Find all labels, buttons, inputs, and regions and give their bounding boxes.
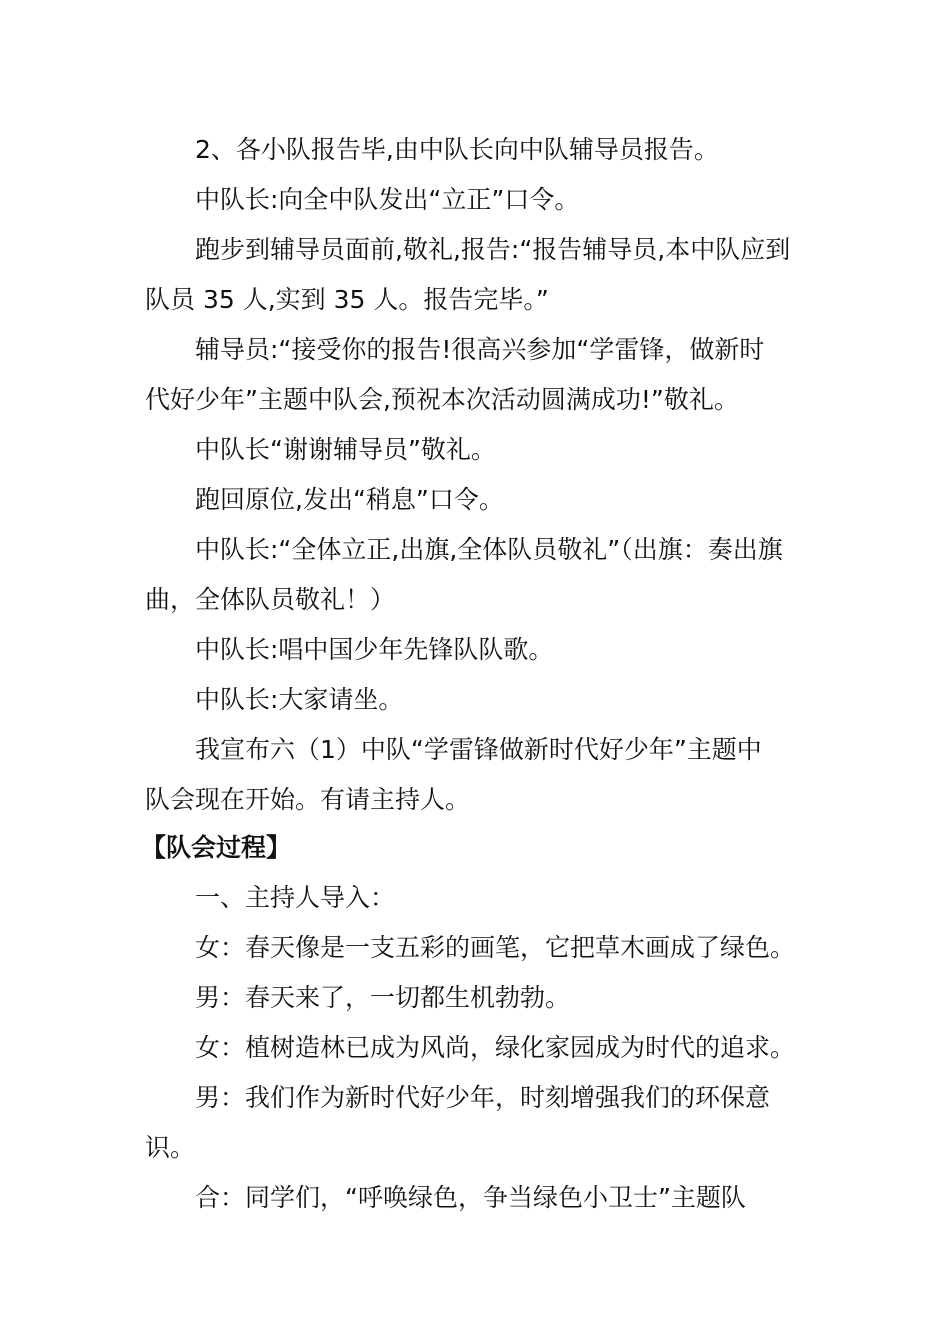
paragraph-line: 男：春天来了，一切都生机勃勃。 — [195, 983, 571, 1012]
paragraph-line: 代好少年”主题中队会,预祝本次活动圆满成功!”敬礼。 — [145, 385, 739, 414]
paragraph-line: 女：植树造林已成为风尚，绿化家园成为时代的追求。 — [195, 1033, 796, 1062]
paragraph-line: 识。 — [145, 1133, 196, 1162]
paragraph-line: 我宣布六（1）中队“学雷锋做新时代好少年”主题中 — [195, 735, 762, 764]
paragraph-line: 跑步到辅导员面前,敬礼,报告:“报告辅导员,本中队应到 — [195, 235, 791, 264]
paragraph-line: 合：同学们，“呼唤绿色，争当绿色小卫士”主题队 — [195, 1183, 746, 1212]
section-heading: 【队会过程】 — [141, 833, 292, 862]
paragraph-line: 中队长“谢谢辅导员”敬礼。 — [195, 435, 496, 464]
paragraph-line: 队会现在开始。有请主持人。 — [145, 785, 471, 814]
paragraph-line: 一、主持人导入： — [195, 883, 396, 912]
paragraph-line: 男：我们作为新时代好少年，时刻增强我们的环保意 — [195, 1083, 771, 1112]
paragraph-line: 2、各小队报告毕,由中队长向中队辅导员报告。 — [195, 135, 719, 164]
paragraph-line: 中队长:唱中国少年先锋队队歌。 — [195, 635, 554, 664]
paragraph-line: 曲，全体队员敬礼！） — [145, 585, 396, 614]
paragraph-line: 队员 35 人,实到 35 人。报告完毕。” — [145, 285, 549, 314]
paragraph-line: 中队长:大家请坐。 — [195, 685, 404, 714]
paragraph-line: 中队长:向全中队发出“立正”口令。 — [195, 185, 580, 214]
paragraph-line: 女：春天像是一支五彩的画笔，它把草木画成了绿色。 — [195, 933, 796, 962]
paragraph-line: 辅导员:“接受你的报告!很高兴参加“学雷锋，做新时 — [195, 335, 765, 364]
paragraph-line: 跑回原位,发出“稍息”口令。 — [195, 485, 504, 514]
paragraph-line: 中队长:“全体立正,出旗,全体队员敬礼”（出旗：奏出旗 — [195, 535, 783, 564]
